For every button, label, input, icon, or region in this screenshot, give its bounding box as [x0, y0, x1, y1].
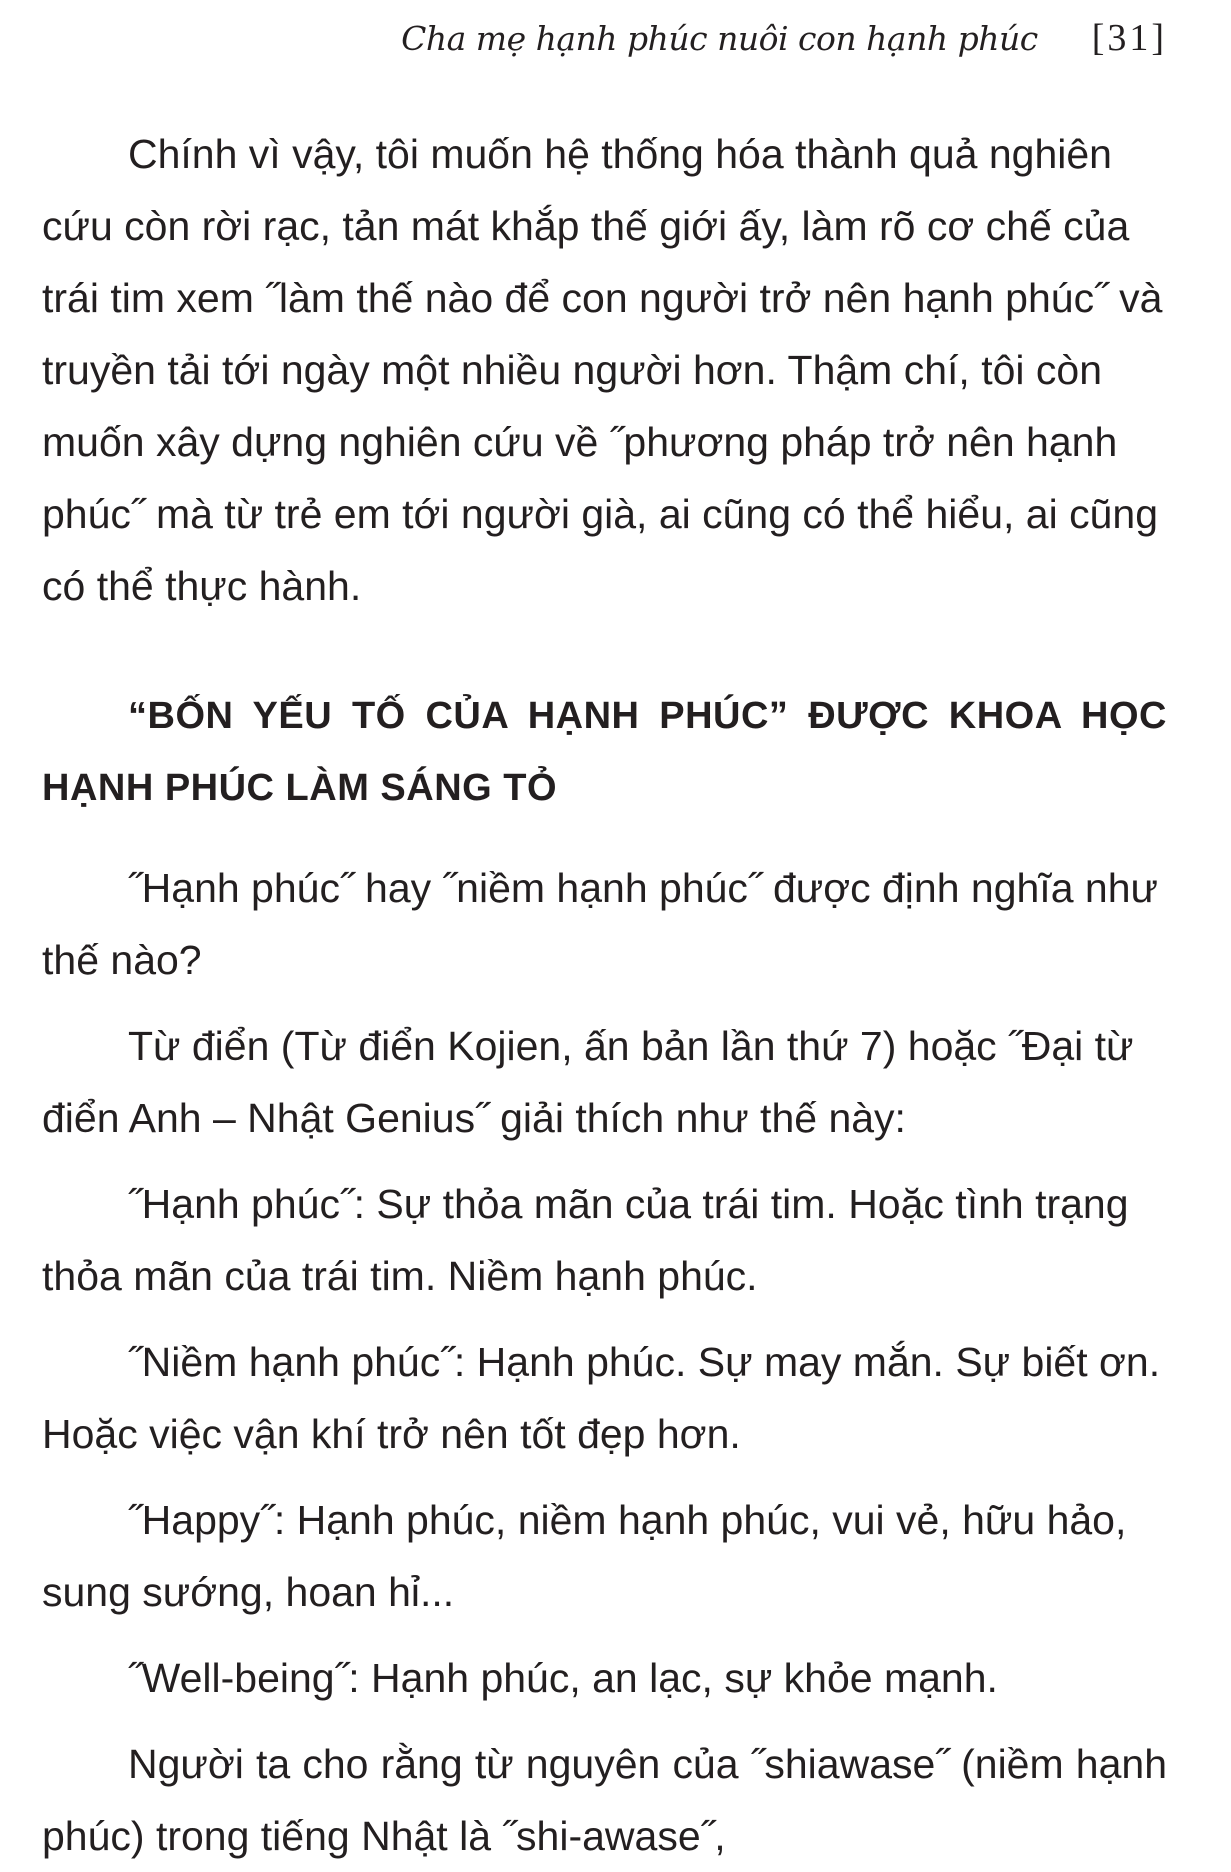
section-heading: “BỐN YẾU TỐ CỦA HẠNH PHÚC” ĐƯỢC KHOA HỌC HẠNH PHÚC LÀM SÁNG TỎ: [42, 695, 1167, 809]
spacer: [42, 1470, 1167, 1484]
paragraph: Chính vì vậy, tôi muốn hệ thống hóa thành quả nghiên cứu còn rời rạc, tản mát khắp thế giới ấy, làm rõ cơ chế của trái tim xem ˝làm thế nào để con người trở nên hạnh phúc˝ và truyền tải tới ngày một nhiều người hơn. Thậm chí, tôi còn muốn xây dựng nghiên cứu về ˝phương pháp trở nên hạnh phúc˝ mà từ trẻ em tới người già, ai cũng có thể hiểu, ai cũng có thể thực hành.: [42, 131, 1163, 609]
paragraph: ˝Niềm hạnh phúc˝: Hạnh phúc. Sự may mắn. Sự biết ơn. Hoặc việc vận khí trở nên tốt đẹp hơn.: [42, 1339, 1161, 1457]
paragraph: ˝Hạnh phúc˝: Sự thỏa mãn của trái tim. Hoặc tình trạng thỏa mãn của trái tim. Niềm hạnh phúc.: [42, 1181, 1129, 1299]
running-header: [401, 14, 1167, 62]
book-page: [42, 0, 1167, 1863]
paragraph: ˝Hạnh phúc˝ hay ˝niềm hạnh phúc˝ được định nghĩa như thế nào?: [42, 865, 1158, 983]
spacer: [42, 1154, 1167, 1168]
paragraph: Từ điển (Từ điển Kojien, ấn bản lần thứ 7) hoặc ˝Đại từ điển Anh – Nhật Genius˝ giải thích như thế này:: [42, 1023, 1134, 1141]
paragraph: ˝Well-being˝: Hạnh phúc, an lạc, sự khỏe mạnh.: [128, 1655, 998, 1701]
paragraph: Người ta cho rằng từ nguyên của ˝shiawase˝ (niềm hạnh phúc) trong tiếng Nhật là ˝shi-awase˝,: [42, 1741, 1167, 1859]
spacer: [42, 622, 1167, 680]
paragraph: ˝Happy˝: Hạnh phúc, niềm hạnh phúc, vui vẻ, hữu hảo, sung sướng, hoan hỉ...: [42, 1497, 1127, 1615]
body-text: [42, 118, 1167, 1872]
spacer: [42, 1312, 1167, 1326]
spacer: [42, 1628, 1167, 1642]
spacer: [42, 996, 1167, 1010]
spacer: [42, 1714, 1167, 1728]
page-number: [31]: [1091, 17, 1167, 59]
running-header-title: Cha mẹ hạnh phúc nuôi con hạnh phúc: [401, 18, 1038, 58]
